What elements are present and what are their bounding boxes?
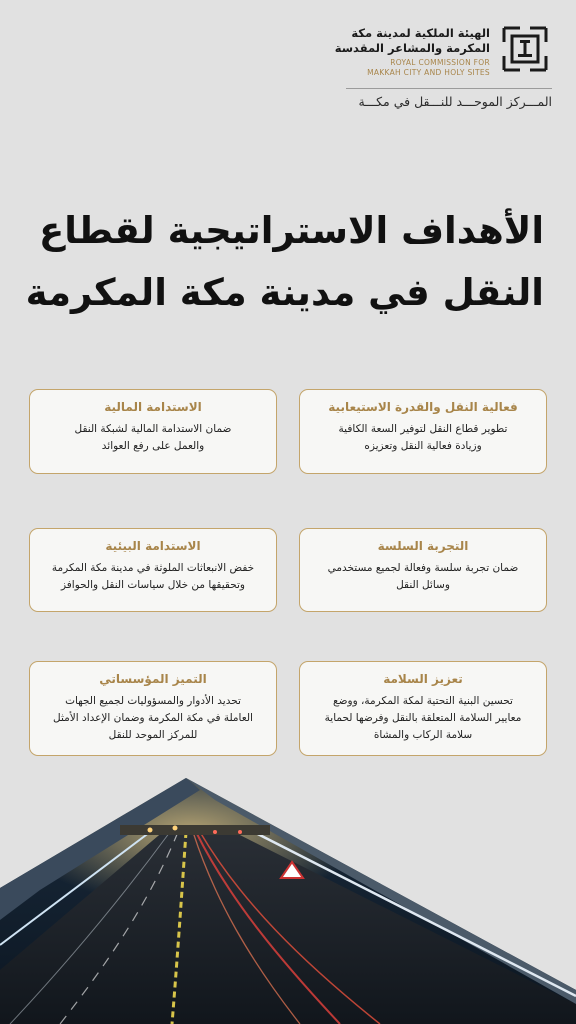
header-divider <box>346 88 552 89</box>
title-line1: الأهداف الاستراتيجية لقطاع <box>38 209 544 252</box>
tunnel-traffic-photo <box>0 770 576 1024</box>
card-title: التجربة السلسة <box>377 539 469 553</box>
goal-card-seamless-experience <box>299 528 547 612</box>
goal-card-safety <box>299 661 547 756</box>
card-desc-line: خفض الانبعاثات الملوثة في مدينة مكة المكرمة <box>51 562 255 574</box>
card-desc-line: العاملة في مكة المكرمة وضمان الإعداد الأمثل <box>53 712 253 724</box>
card-desc-line: للمركز الموحد للنقل <box>108 729 198 741</box>
goal-card-transport-efficiency <box>299 389 547 474</box>
card-desc-line: تحسين البنية التحتية لمكة المكرمة، ووضع <box>333 695 513 707</box>
goal-card-financial-sustainability <box>29 389 277 474</box>
card-desc-line: تطوير قطاع النقل لتوفير السعة الكافية <box>338 423 508 435</box>
org-name-english <box>230 58 490 78</box>
royal-commission-emblem-icon <box>502 26 548 72</box>
card-desc-line: والعمل على رفع العوائد <box>101 440 205 452</box>
org-name-en-line1: ROYAL COMMISSION FOR <box>390 58 490 67</box>
center-name: المـــركز الموحـــد للنـــقل في مكـــة <box>358 94 552 109</box>
goal-card-environmental-sustainability <box>29 528 277 612</box>
page-title <box>24 200 544 324</box>
card-title: الاستدامة المالية <box>104 400 202 414</box>
org-name-en-line2: MAKKAH CITY AND HOLY SITES <box>367 68 490 77</box>
card-description <box>40 421 266 455</box>
card-desc-line: وتحقيقها من خلال سياسات النقل والحوافز <box>60 579 245 591</box>
card-desc-line: ضمان تجربة سلسة وفعالة لجميع مستخدمي <box>327 562 519 574</box>
card-desc-line: معايير السلامة المتعلقة بالنقل وفرضها لحماية <box>324 712 522 724</box>
card-description <box>40 560 266 594</box>
card-desc-line: ضمان الاستدامة المالية لشبكة النقل <box>74 423 232 435</box>
card-description <box>40 693 266 744</box>
title-line2: النقل في مدينة مكة المكرمة <box>25 271 544 314</box>
org-name-ar-line2: المكرمة والمشاعر المقدسة <box>334 41 490 55</box>
goal-card-institutional-excellence <box>29 661 277 756</box>
org-name-ar-line1: الهيئة الملكية لمدينة مكة <box>351 26 490 40</box>
org-name-arabic <box>230 26 490 56</box>
card-desc-line: وسائل النقل <box>396 579 450 591</box>
card-title: التميز المؤسساتي <box>99 672 207 686</box>
card-description <box>310 421 536 455</box>
card-description <box>310 560 536 594</box>
card-desc-line: تحديد الأدوار والمسؤوليات لجميع الجهات <box>65 695 241 707</box>
card-title: فعالية النقل والقدرة الاستيعابية <box>328 400 518 414</box>
card-description <box>310 693 536 744</box>
header <box>22 22 552 122</box>
card-title: الاستدامة البيئية <box>105 539 201 553</box>
card-desc-line: وزيادة فعالية النقل وتعزيزه <box>364 440 482 452</box>
card-title: تعزيز السلامة <box>383 672 463 686</box>
card-desc-line: سلامة الركاب والمشاة <box>373 729 473 741</box>
